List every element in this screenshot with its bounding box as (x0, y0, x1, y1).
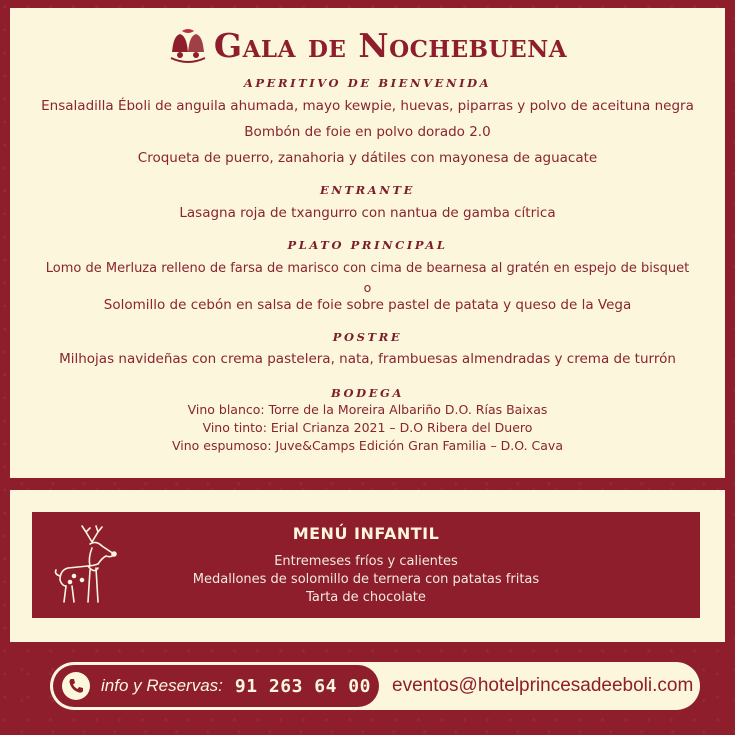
section-heading-principal: PLATO PRINCIPAL (287, 238, 448, 252)
kids-menu-item: Tarta de chocolate (306, 590, 426, 605)
menu-panel (10, 8, 725, 478)
section-heading-bodega: BODEGA (330, 386, 405, 400)
wine-item: Vino tinto: Erial Crianza 2021 – D.O Ribera del Duero (202, 420, 533, 435)
phone-icon (61, 671, 91, 701)
menu-item: Milhojas navideñas con crema pastelera, nata, frambuesas almendradas y crema de turrón (59, 351, 676, 367)
menu-item-separator: o (363, 280, 372, 295)
section-heading-aperitivo: APERITIVO DE BIENVENIDA (243, 76, 492, 90)
section-heading-entrante: ENTRANTE (320, 183, 415, 197)
reservations-label: info y Reservas: (101, 676, 223, 695)
email-link[interactable]: eventos@hotelprincesadeeboli.com (392, 675, 694, 696)
section-heading-postre: POSTRE (332, 330, 403, 344)
menu-item: Ensaladilla Éboli de anguila ahumada, mayo kewpie, huevas, piparras y polvo de aceituna negra (41, 98, 694, 114)
kids-menu-item: Medallones de solomillo de ternera con patatas fritas (192, 572, 540, 587)
wine-item: Vino espumoso: Juve&Camps Edición Gran Familia – D.O. Cava (171, 438, 563, 453)
menu-item: Bombón de foie en polvo dorado 2.0 (244, 124, 491, 140)
reservations-pill[interactable] (53, 665, 379, 707)
menu-item: Lasagna roja de txangurro con nantua de gamba cítrica (179, 205, 556, 221)
kids-menu-title: MENÚ INFANTIL (292, 524, 440, 543)
kids-panel (10, 490, 725, 642)
page-title: Gala de Nochebuena (213, 26, 568, 65)
kids-menu-box (32, 512, 700, 618)
wine-item: Vino blanco: Torre de la Moreira Albariño D.O. Rías Baixas (187, 402, 548, 417)
contact-bar (50, 662, 700, 710)
menu-item: Lomo de Merluza relleno de farsa de marisco con cima de bearnesa al gratén en espejo de bisquet (45, 261, 690, 276)
title-row (10, 26, 725, 65)
bells-icon (168, 28, 208, 64)
menu-item: Solomillo de cebón en salsa de foie sobre pastel de patata y queso de la Vega (103, 297, 632, 313)
menu-item: Croqueta de puerro, zanahoria y dátiles con mayonesa de aguacate (137, 150, 598, 166)
kids-menu-item: Entremeses fríos y calientes (274, 554, 458, 569)
phone-number[interactable]: 91 263 64 00 (234, 675, 371, 697)
